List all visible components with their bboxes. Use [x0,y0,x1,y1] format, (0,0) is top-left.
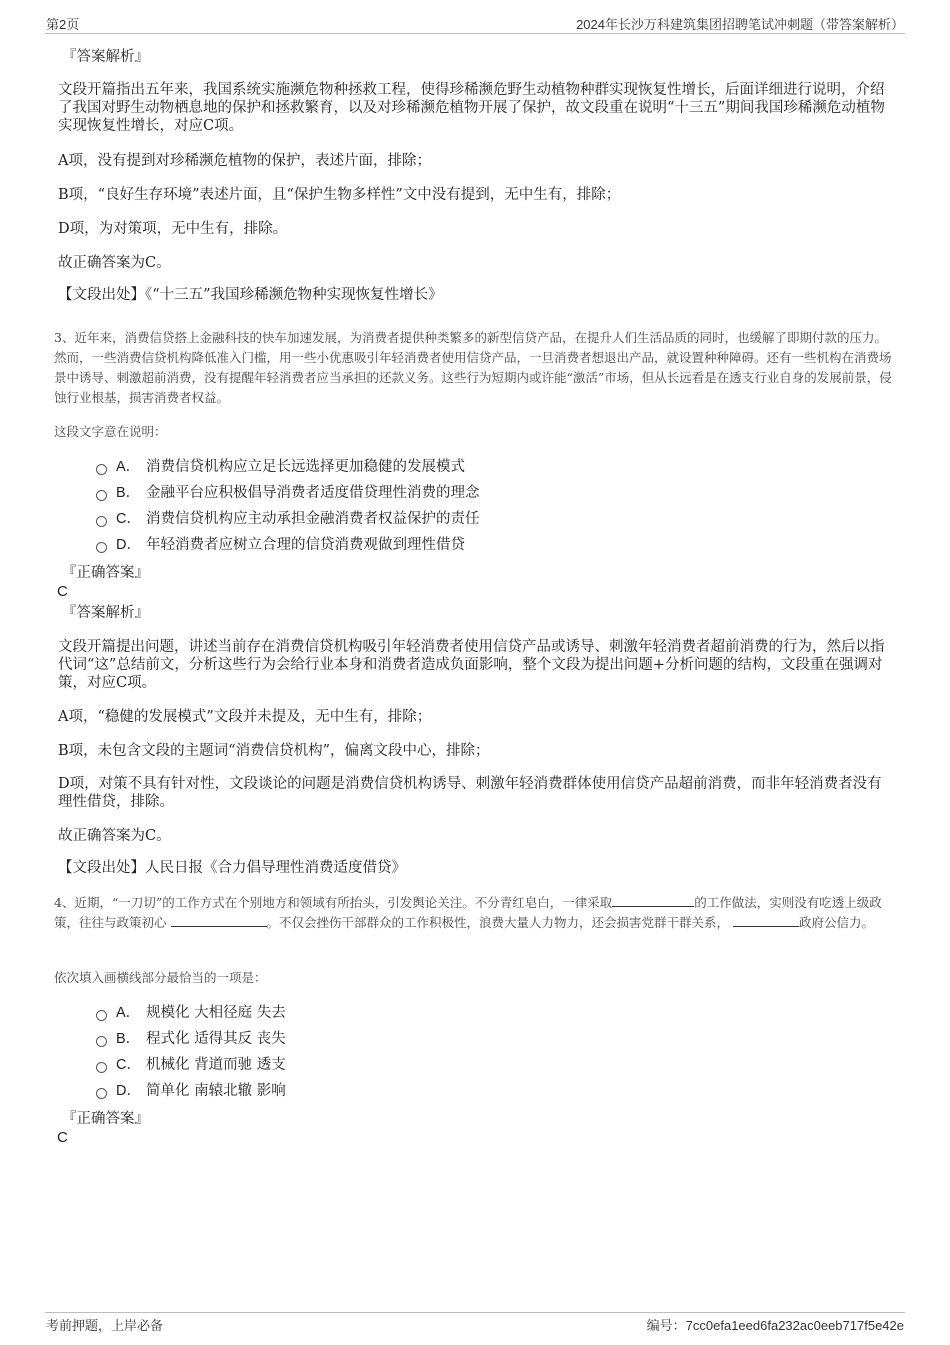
q2-analysis-paragraph: 文段开篇指出五年来，我国系统实施濒危物种拯救工程，使得珍稀濒危野生动植物种群实现恢复性增长，后面详细进行说明，介绍了我国对野生动物栖息地的保护和拯救繁育，以及对珍稀濒危植物开展了保护，故文段重在说明“十三五”期间我国珍稀濒危动植物实现恢复性增长，对应C项。 [58,82,885,134]
radio-icon[interactable] [96,1036,107,1047]
q2-option-d-analysis: D项，为对策项，无中生有，排除。 [58,221,288,237]
radio-icon[interactable] [96,1062,107,1073]
radio-icon[interactable] [96,516,107,527]
q4-correct-label: 『正确答案』 [62,1111,149,1127]
q4-option-c[interactable]: C． 机械化 背道而驰 透支 [96,1056,286,1074]
q4-question-text: 4、近期，“一刀切”的工作方式在个别地方和领域有所抬头，引发舆论关注。不分青红皂白，一律采取 的工作做法，实则没有吃透上级政策，往往与政策初心 。不仅会挫伤干部群众的工作积极性，浪费大量人力物力，还会损害党群干群关系， 政府公信力。 [54,895,882,930]
page-number: 第2页 [46,17,80,32]
q3-question-text: 3、近年来，消费信贷搭上金融科技的快车加速发展，为消费者提供种类繁多的新型信贷产品，在提升人们生活品质的同时，也缓解了即期付款的压力。然而，一些消费信贷机构降低准入门槛，用一些小优惠吸引年轻消费者使用信贷产品，一旦消费者想退出产品，就设置种种障碍。还有一些机构在消费场景中诱导、刺激超前消费，没有提醒年轻消费者应当承担的还款义务。这些行为短期内或许能“激活”市场，但从长远看是在透支行业自身的发展前景，侵蚀行业根基，损害消费者权益。 [54,330,892,405]
q3-option-a-analysis: A项，“稳健的发展模式”文段并未提及，无中生有，排除； [58,709,432,725]
footer-divider [45,1312,905,1313]
q2-option-a-analysis: A项，没有提到对珍稀濒危植物的保护，表述片面，排除； [58,153,431,169]
q4-prompt: 依次填入画横线部分最恰当的一项是： [54,970,267,985]
radio-icon[interactable] [96,1088,107,1099]
fill-blank-3[interactable] [733,913,799,927]
document-title: 2024年长沙万科建筑集团招聘笔试冲刺题（带答案解析） [576,17,904,32]
q3-option-b[interactable]: B． 金融平台应积极倡导消费者适度借贷理性消费的理念 [96,484,480,502]
q4-option-a[interactable]: A． 规模化 大相径庭 失去 [96,1004,286,1022]
q3-prompt: 这段文字意在说明： [54,424,167,439]
q3-option-a[interactable]: A． 消费信贷机构应立足长远选择更加稳健的发展模式 [96,458,465,476]
q3-option-b-analysis: B项，未包含文段的主题词“消费信贷机构”，偏离文段中心，排除； [58,743,490,759]
fill-blank-2[interactable] [171,913,267,927]
q3-analysis-label: 『答案解析』 [62,605,149,621]
footer-slogan: 考前押题，上岸必备 [46,1319,164,1334]
fill-blank-1[interactable] [612,893,694,907]
q3-analysis-paragraph: 文段开篇提出问题，讲述当前存在消费信贷机构吸引年轻消费者使用信贷产品或诱导、刺激年轻消费者超前消费的行为，然后以指代词“这”总结前文，分析这些行为会给行业本身和消费者造成负面影响，整个文段为提出问题+分析问题的结构，文段重在强调对策，对应C项。 [58,639,885,691]
q3-option-c[interactable]: C． 消费信贷机构应主动承担金融消费者权益保护的责任 [96,510,480,528]
q3-correct-label: 『正确答案』 [62,565,149,581]
q4-option-d[interactable]: D． 简单化 南辕北辙 影响 [96,1082,286,1100]
header-divider [45,33,905,34]
q2-answer-line: 故正确答案为C。 [58,255,171,271]
q2-option-b-analysis: B项，“良好生存环境”表述片面，且“保护生物多样性”文中没有提到，无中生有，排除； [58,187,621,203]
q2-source: 【文段出处】《“十三五”我国珍稀濒危物种实现恢复性增长》 [58,287,443,303]
radio-icon[interactable] [96,490,107,501]
q4-option-b[interactable]: B． 程式化 适得其反 丧失 [96,1030,286,1048]
q3-option-d-analysis: D项，对策不具有针对性，文段谈论的问题是消费信贷机构诱导、刺激年轻消费群体使用信贷产品超前消费，而非年轻消费者没有理性借贷，排除。 [58,776,882,810]
radio-icon[interactable] [96,1010,107,1021]
footer-code: 编号：7cc0efa1eed6fa232ac0eeb717f5e42e [646,1318,904,1334]
q2-analysis-label: 『答案解析』 [62,49,149,65]
q3-source: 【文段出处】人民日报《合力倡导理性消费适度借贷》 [58,860,406,876]
q3-answer-line: 故正确答案为C。 [58,828,171,844]
q3-option-d[interactable]: D． 年轻消费者应树立合理的信贷消费观做到理性借贷 [96,536,465,554]
radio-icon[interactable] [96,464,107,475]
q3-correct-answer: C [57,583,68,600]
q4-correct-answer: C [57,1129,68,1146]
radio-icon[interactable] [96,542,107,553]
